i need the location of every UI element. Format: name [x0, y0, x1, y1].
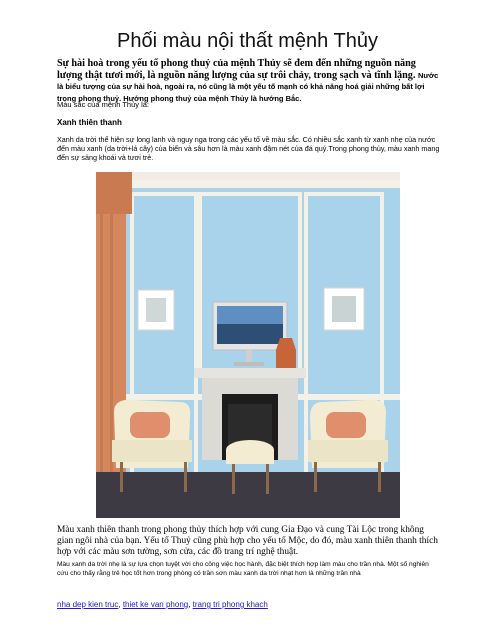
section-paragraph: Xanh da trời thể hiện sự long lanh và nguy nga trong các yếu tố về màu sắc. Có nhiều sắc xanh từ xanh nhẹ của nước đến màu xanh (da trời+lá cây) của biển và sâu hơn là màu xanh đậm nét của đá quý.Trong phong thủy, màu xanh mang đến sự sảng khoái và tươi trẻ. — [57, 135, 440, 163]
color-intro: Màu sắc của mệnh Thủy là: — [57, 100, 149, 109]
link-separator: , — [118, 600, 123, 609]
link-separator: , — [188, 600, 193, 609]
section-heading: Xanh thiên thanh — [57, 118, 122, 127]
footer-links — [57, 600, 268, 609]
lead-sans-bold: Nước là biểu tượng của sự hài hoà, ngoài ra, nó cũng là một yếu tố mạnh có khả năng hoá giải những bất lợi trong phong thuỷ. Hướng phong thuỷ của mệnh Thủy là hướng Bắc. — [57, 70, 439, 103]
link-trang-tri-phong-khach[interactable]: trang tri phong khach — [192, 600, 268, 609]
vase — [276, 338, 296, 372]
link-thiet-ke-van-phong[interactable]: thiet ke van phong — [122, 600, 189, 609]
mantel — [194, 368, 306, 378]
lead-paragraph — [57, 58, 442, 104]
link-nha-dep-kien-truc[interactable]: nha dep kien truc — [57, 600, 119, 609]
interior-photo — [96, 172, 400, 518]
rug — [96, 472, 400, 518]
pillow-right — [326, 412, 366, 438]
body-sans-paragraph: Màu xanh da trời nhẹ là sự lựa chọn tuyệt vời cho công việc học hành, đặc biệt thích hợp làm màu cho trần nhà. Một số nghiên cứu cho thấy rằng trẻ học tốt hơn trong phòng có trần sơn màu xanh da trời nhạt hơn là những trần nhà — [57, 561, 429, 577]
pillow-left — [130, 412, 170, 438]
page-title: Phối màu nội thất mệnh Thủy — [117, 30, 378, 52]
lead-serif-bold: Sự hài hoà trong yếu tố phong thuỷ của mệnh Thủy sẽ đem đến những nguồn năng lượng thật tươi mới, là nguồn năng lượng của sự trôi chảy, trong sạch và tĩnh lặng. — [57, 58, 416, 81]
body-serif-paragraph: Màu xanh thiên thanh trong phong thủy thích hợp với cung Gia Đạo và cung Tài Lộc trong không gian ngôi nhà của bạn. Yếu tố Thuỷ cũng phù hợp cho yếu tố Mộc, do đó, màu xanh thiên thanh thích hợp với các màu sơn tường, sơn cửa, các đồ trang trí nghệ thuật. — [57, 525, 438, 558]
